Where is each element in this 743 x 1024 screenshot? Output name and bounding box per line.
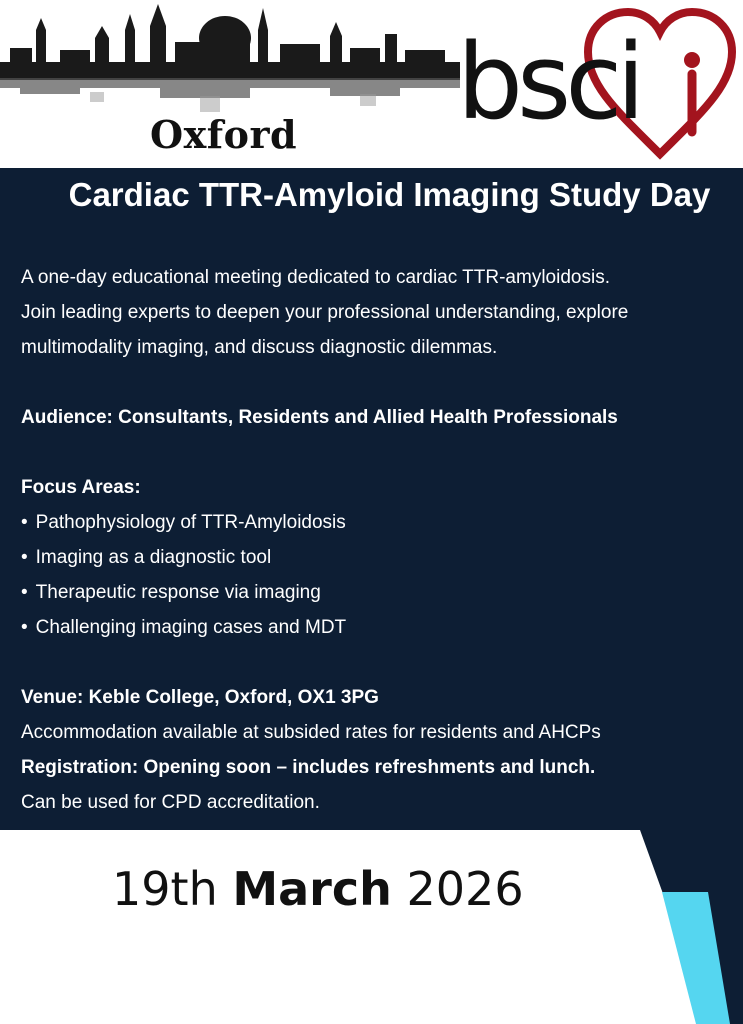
corner-decoration: [600, 830, 743, 1024]
registration-line: Registration: Opening soon – includes refreshments and lunch.: [21, 757, 596, 778]
venue-line: Venue: Keble College, Oxford, OX1 3PG: [21, 687, 379, 708]
city-name: Oxford: [150, 112, 298, 157]
focus-item: • Therapeutic response via imaging: [21, 575, 721, 610]
focus-list: [21, 505, 721, 645]
oxford-skyline-illustration: [0, 0, 460, 120]
body-text: [21, 260, 721, 820]
cpd-line: Can be used for CPD accreditation.: [21, 792, 320, 813]
bsci-logo: [455, 0, 743, 168]
date-day: 19th: [112, 862, 218, 916]
main-panel: [0, 168, 743, 830]
intro-line: Join leading experts to deepen your professional understanding, explore: [21, 302, 629, 323]
accommodation-line: Accommodation available at subsided rates for residents and AHCPs: [21, 722, 601, 743]
audience-line: Audience: Consultants, Residents and Allied Health Professionals: [21, 407, 618, 428]
date-month: March: [232, 862, 392, 916]
date-year: 2026: [406, 862, 524, 916]
page-title: Cardiac TTR-Amyloid Imaging Study Day: [68, 176, 711, 213]
header: [0, 0, 743, 168]
focus-item: • Imaging as a diagnostic tool: [21, 540, 721, 575]
logo-text: bsci: [457, 21, 640, 143]
intro-line: A one-day educational meeting dedicated to cardiac TTR-amyloidosis.: [21, 267, 610, 288]
focus-heading: Focus Areas:: [21, 477, 141, 498]
event-date: [112, 862, 524, 916]
focus-item: • Challenging imaging cases and MDT: [21, 610, 721, 645]
intro-line: multimodality imaging, and discuss diagnostic dilemmas.: [21, 337, 498, 358]
focus-item: • Pathophysiology of TTR-Amyloidosis: [21, 505, 721, 540]
